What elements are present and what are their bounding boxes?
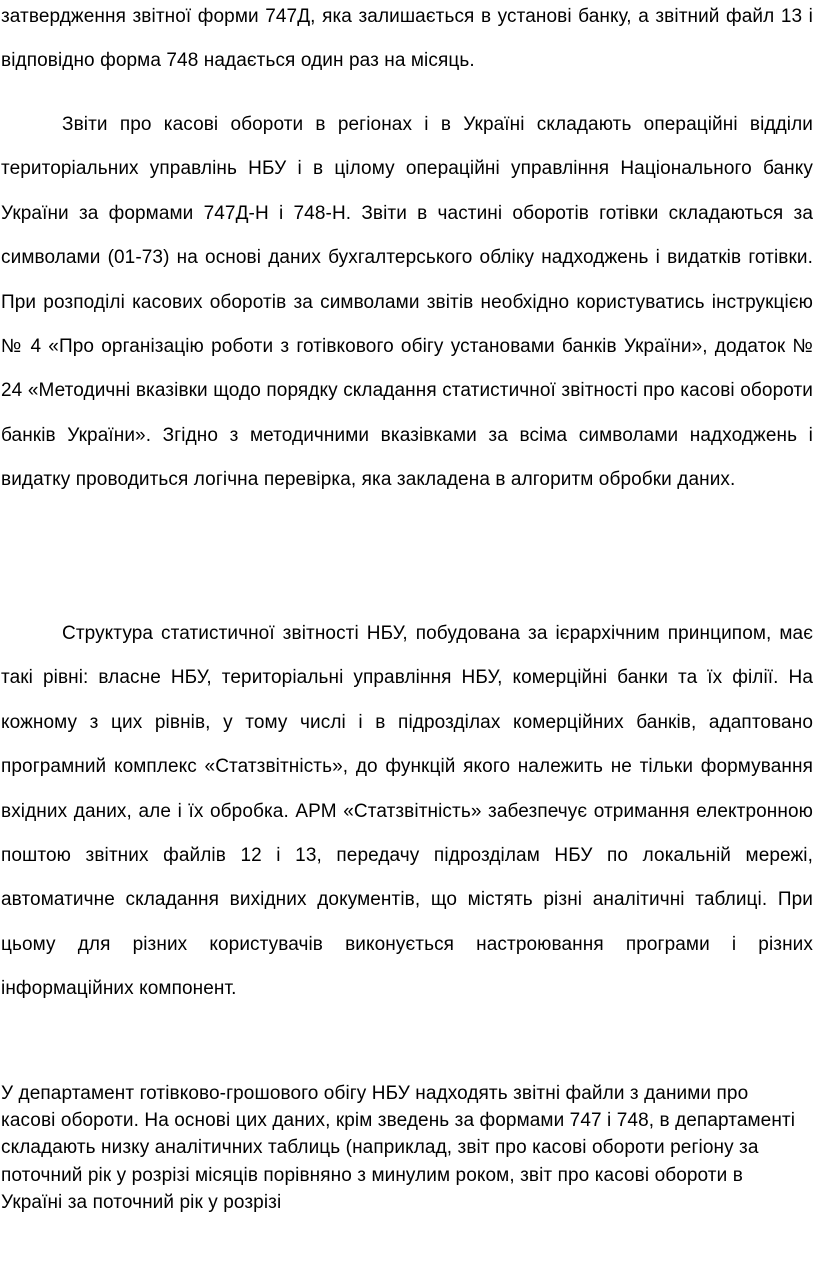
- paragraph-cash-turnover-reports: Звіти про касові обороти в регіонах і в Україні складають операційні відділи територіальних управлінь НБУ і в цілому операційні управління Національного банку України за формами 747Д-Н і 748-Н. Звіти в частині оборотів готівки складаються за символами (01-73) на основі даних бухгалтерського обліку надходжень і видатків готівки. При розподілі касових оборотів за символами звітів необхідно користуватись інструкцією № 4 «Про організацію роботи з готівкового обігу установами банків України», додаток № 24 «Методичні вказівки щодо порядку складання статистичної звітності про касові обороти банків України». Згідно з методичними вказівками за всіма символами надходжень і видатку проводиться логічна перевірка, яка закладена в алгоритм обробки даних.: [1, 114, 813, 491]
- paragraph-continuation: затвердження звітної форми 747Д, яка залишається в установі банку, а звітний файл 13 і відповідно форма 748 надається один раз на місяць.: [1, 6, 813, 72]
- paragraph-reporting-structure: Структура статистичної звітності НБУ, побудована за ієрархічним принципом, має такі рівні: власне НБУ, територіальні управління НБУ, комерційні банки та їх філії. На кожному з цих рівнів, у тому числі і в підрозділах комерційних банків, адаптовано програмний комплекс «Статзвітність», до функцій якого належить не тільки формування вхідних даних, але і їх обробка. АРМ «Статзвітність» забезпечує отримання електронною поштою звітних файлів 12 і 13, передачу підрозділам НБУ по локальній мережі, автоматичне складання вихідних документів, що містять різні аналітичні таблиці. При цьому для різних користувачів виконується настроювання програми і різних інформаційних компонент.: [1, 623, 813, 1000]
- paragraph-department-reports: У департамент готівково-грошового обігу НБУ надходять звітні файли з даними про касові обороти. На основі цих даних, крім зведень за формами 747 і 748, в департаменті складають низку аналітичних таблиць (наприклад, звіт про касові обороти регіону за поточний рік у розрізі місяців порівняно з минулим роком, звіт про касові обороти в Україні за поточний рік у розрізі: [1, 1083, 796, 1213]
